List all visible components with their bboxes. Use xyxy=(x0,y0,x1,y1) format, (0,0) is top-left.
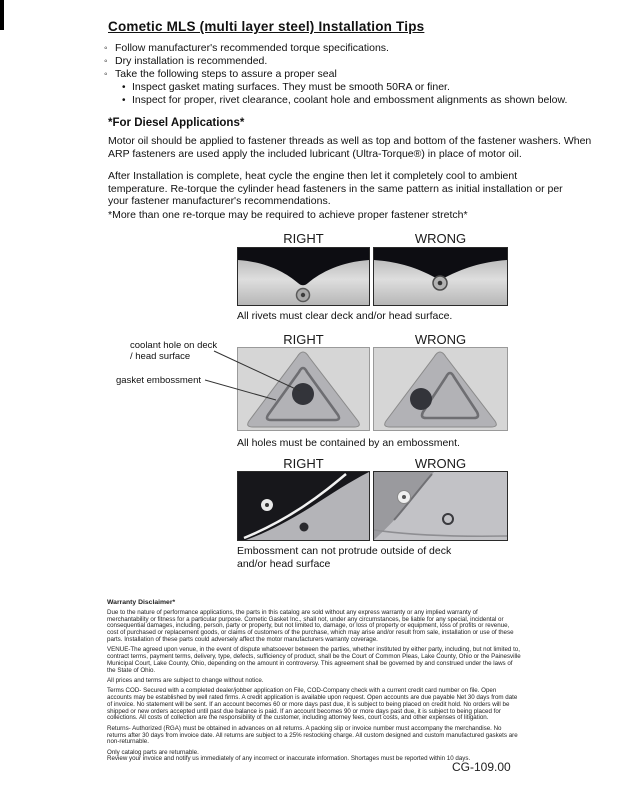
legal-block xyxy=(107,600,521,767)
embossment-right-diagram xyxy=(237,471,370,541)
installation-tips-list xyxy=(104,42,578,107)
legal-paragraph: Only catalog parts are returnable. xyxy=(107,748,199,756)
rivet-right-diagram xyxy=(237,247,370,306)
tip-item: ◦ Take the following steps to assure a proper seal xyxy=(104,68,578,81)
annotation-coolant-hole: coolant hole on deck / head surface xyxy=(130,340,218,362)
scan-artifact xyxy=(0,0,4,30)
diesel-paragraph-2: After Installation is complete, heat cycle the engine then let it completely cool to ambient temperature. Re-torque the cylinder head fasteners in the same pattern as initial installation or per your fastener manufacturer's recommendations. xyxy=(108,170,563,207)
annotation-pointer-lines xyxy=(204,344,304,406)
legal-paragraph: Due to the nature of performance applications, the parts in this catalog are sold without any express warranty or any implied warranty of merchantability or fitness for a particular purpose. Cometic Gasket Inc., shall not, under any circumstances, be liable for any special, incidental or consequential damages, including, person, party or property, but not limited to, damage, or loss of property or equipment, loss of profits or revenue, cost of purchased or replacement goods, or claims of customers of the purchase, which may arise and/or result from sale, installation or use of these parts. Installation of these parts could adversely affect the motor manufacturers warranty coverage. xyxy=(107,608,514,643)
legal-paragraph: Review your invoice and notify us immediately of any incorrect or inaccurate information. Shortages must be reported within 10 days. xyxy=(107,755,471,763)
warranty-heading: Warranty Disclaimer* xyxy=(107,599,176,606)
rivet-wrong-diagram xyxy=(373,247,508,306)
diesel-paragraph-1: Motor oil should be applied to fastener threads as well as top and bottom of the fastener washers. When ARP fasteners are used apply the included lubricant (Ultra-Torque®) in place of motor oil. xyxy=(108,135,592,160)
diagram-caption-holes: All holes must be contained by an embossment. xyxy=(237,437,460,449)
wrong-label: WRONG xyxy=(414,231,467,246)
diesel-paragraph-3: *More than one re-torque may be required to achieve proper fastener stretch* xyxy=(108,209,468,221)
embossment-wrong-diagram xyxy=(373,471,508,541)
diagram-caption-rivets: All rivets must clear deck and/or head surface. xyxy=(237,310,453,322)
tip-sub-item: • Inspect for proper, rivet clearance, coolant hole and embossment alignments as shown below. xyxy=(122,94,578,107)
legal-paragraph: VENUE-The agreed upon venue, in the event of dispute whatsoever between the parties, whether instituted by either party, including, but not limited to, contract terms, payment terms, delivery, type, defects, sufficiency of product, shall be the Court of Common Pleas, Lake County, Ohio or the Painesville Municipal Court, Lake County, Ohio, depending on the amount in controversy. This agreement shall be governed by and construed under the laws of the State of Ohio. xyxy=(107,646,521,674)
wrong-label: WRONG xyxy=(414,456,467,471)
tip-item: ◦ Dry installation is recommended. xyxy=(104,55,578,68)
legal-paragraph: All prices and terms are subject to change without notice. xyxy=(107,676,264,684)
page-title: Cometic MLS (multi layer steel) Installation Tips xyxy=(108,19,425,34)
right-label: RIGHT xyxy=(283,231,324,246)
diesel-heading: *For Diesel Applications* xyxy=(108,117,245,129)
page-code: CG-109.00 xyxy=(452,760,511,774)
right-label: RIGHT xyxy=(283,456,324,471)
annotation-gasket-embossment: gasket embossment xyxy=(116,375,202,386)
legal-paragraph: Returns- Authorized (RGA) must be obtained in advances on all returns. A packing slip or invoice number must accompany the merchandise. No returns after 30 days from invoice date. All returns are subject to a 25% restocking charge. All custom designed and custom manufactured gaskets are non-returnable. xyxy=(107,724,518,746)
legal-paragraph: Terms COD- Secured with a completed dealer/jobber application on File, COD-Company check with a current credit card number on file. Open accounts may be established by well rated firms. A credit application is available upon request. Open accounts are due payable Net 30 days from date of invoice. No statement will be sent. If an account becomes 60 or more days past due, it is subject to being placed on credit hold. No orders will be shipped or new orders accepted until past due balance is paid. If an account becomes 90 or more days past due, it is subject to being placed for collections. All costs of collection are the responsibility of the customer, including attorney fees, court costs, and other expenses of litigation. xyxy=(107,687,518,722)
wrong-label: WRONG xyxy=(414,332,467,347)
coolant-hole-wrong-diagram xyxy=(373,347,508,431)
tip-item: ◦ Follow manufacturer's recommended torque specifications. xyxy=(104,42,578,55)
tip-sub-item: • Inspect gasket mating surfaces. They must be smooth 50RA or finer. xyxy=(122,81,578,94)
installation-tips-sublist xyxy=(122,81,578,107)
right-label: RIGHT xyxy=(283,332,324,347)
diagram-caption-embossment: Embossment can not protrude outside of deck and/or head surface xyxy=(237,545,452,570)
